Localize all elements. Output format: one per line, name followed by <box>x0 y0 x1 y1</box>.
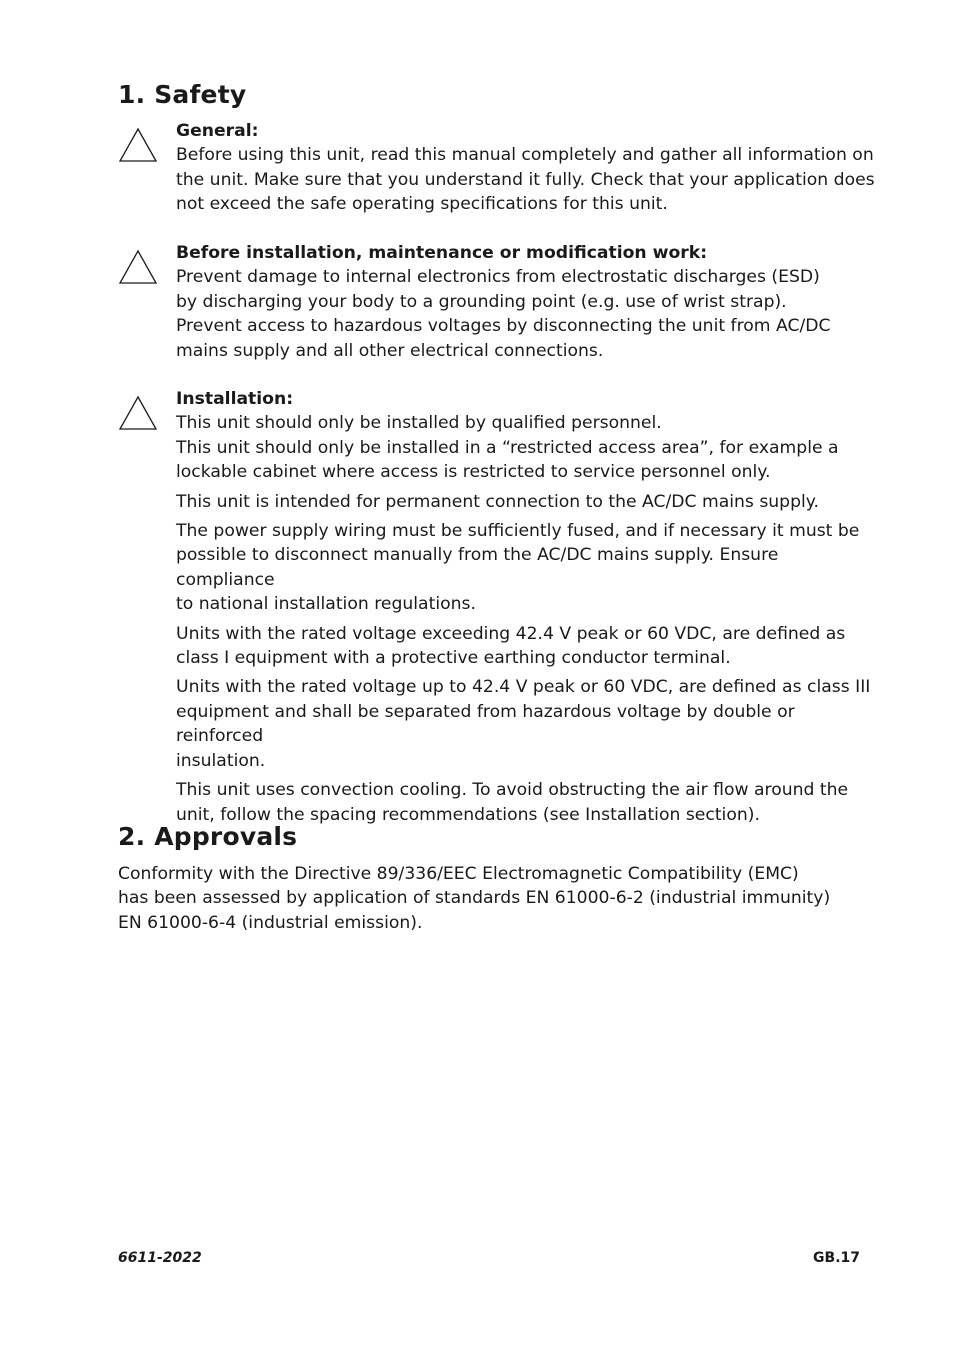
warning-triangle-icon <box>118 127 158 163</box>
warning-block-installation <box>118 387 878 832</box>
general-line: the unit. Make sure that you understand it fully. Check that your application does <box>176 169 875 190</box>
warning-block-before-installation <box>118 241 878 363</box>
installation-paragraph <box>176 675 878 773</box>
warning-block-general <box>118 119 878 217</box>
approvals-line: has been assessed by application of standards EN 61000-6-2 (industrial immunity) <box>118 888 831 909</box>
footer-doc-number: 6611-2022 <box>118 1250 202 1266</box>
before-installation-title: Before installation, maintenance or modification work: <box>176 243 708 263</box>
installation-paragraph <box>176 411 878 484</box>
installation-line: unit, follow the spacing recommendations (see Installation section). <box>176 804 760 825</box>
before-installation-line: Prevent damage to internal electronics from electrostatic discharges (ESD) <box>176 267 820 288</box>
installation-line: This unit uses convection cooling. To avoid obstructing the air flow around the <box>176 780 849 801</box>
installation-line: This unit should only be installed in a “restricted access area”, for example a <box>176 437 839 458</box>
installation-line: possible to disconnect manually from the AC/DC mains supply. Ensure compliance <box>176 545 779 590</box>
footer-page-label: GB.17 <box>813 1250 860 1266</box>
approvals-paragraph <box>118 862 878 935</box>
before-installation-line: Prevent access to hazardous voltages by disconnecting the unit from AC/DC <box>176 316 831 337</box>
installation-paragraph <box>176 622 878 671</box>
general-line: not exceed the safe operating specifications for this unit. <box>176 194 668 215</box>
warning-triangle-icon <box>118 395 158 431</box>
installation-title: Installation: <box>176 389 294 409</box>
installation-line: to national installation regulations. <box>176 594 476 615</box>
before-installation-line: by discharging your body to a grounding point (e.g. use of wrist strap). <box>176 291 787 312</box>
installation-line: Units with the rated voltage up to 42.4 V peak or 60 VDC, are defined as class III <box>176 677 871 698</box>
installation-line: This unit should only be installed by qualified personnel. <box>176 413 662 434</box>
installation-line: The power supply wiring must be sufficiently fused, and if necessary it must be <box>176 521 860 542</box>
general-title: General: <box>176 121 259 141</box>
general-line: Before using this unit, read this manual completely and gather all information on <box>176 145 874 166</box>
installation-paragraph <box>176 778 878 827</box>
section-heading-safety: 1. Safety <box>118 80 247 109</box>
warning-triangle-icon <box>118 249 158 285</box>
installation-paragraph <box>176 490 878 514</box>
approvals-line: EN 61000-6-4 (industrial emission). <box>118 912 423 933</box>
installation-line: Units with the rated voltage exceeding 42.4 V peak or 60 VDC, are defined as <box>176 623 846 644</box>
installation-line: equipment and shall be separated from hazardous voltage by double or reinforced <box>176 701 795 747</box>
installation-line: class I equipment with a protective earthing conductor terminal. <box>176 648 731 669</box>
installation-paragraph <box>176 519 878 617</box>
approvals-line: Conformity with the Directive 89/336/EEC Electromagnetic Compatibility (EMC) <box>118 864 799 884</box>
installation-line: lockable cabinet where access is restricted to service personnel only. <box>176 462 771 483</box>
before-installation-line: mains supply and all other electrical connections. <box>176 340 604 361</box>
installation-line: insulation. <box>176 750 266 771</box>
section-heading-approvals: 2. Approvals <box>118 822 298 851</box>
installation-line: This unit is intended for permanent connection to the AC/DC mains supply. <box>176 491 819 512</box>
